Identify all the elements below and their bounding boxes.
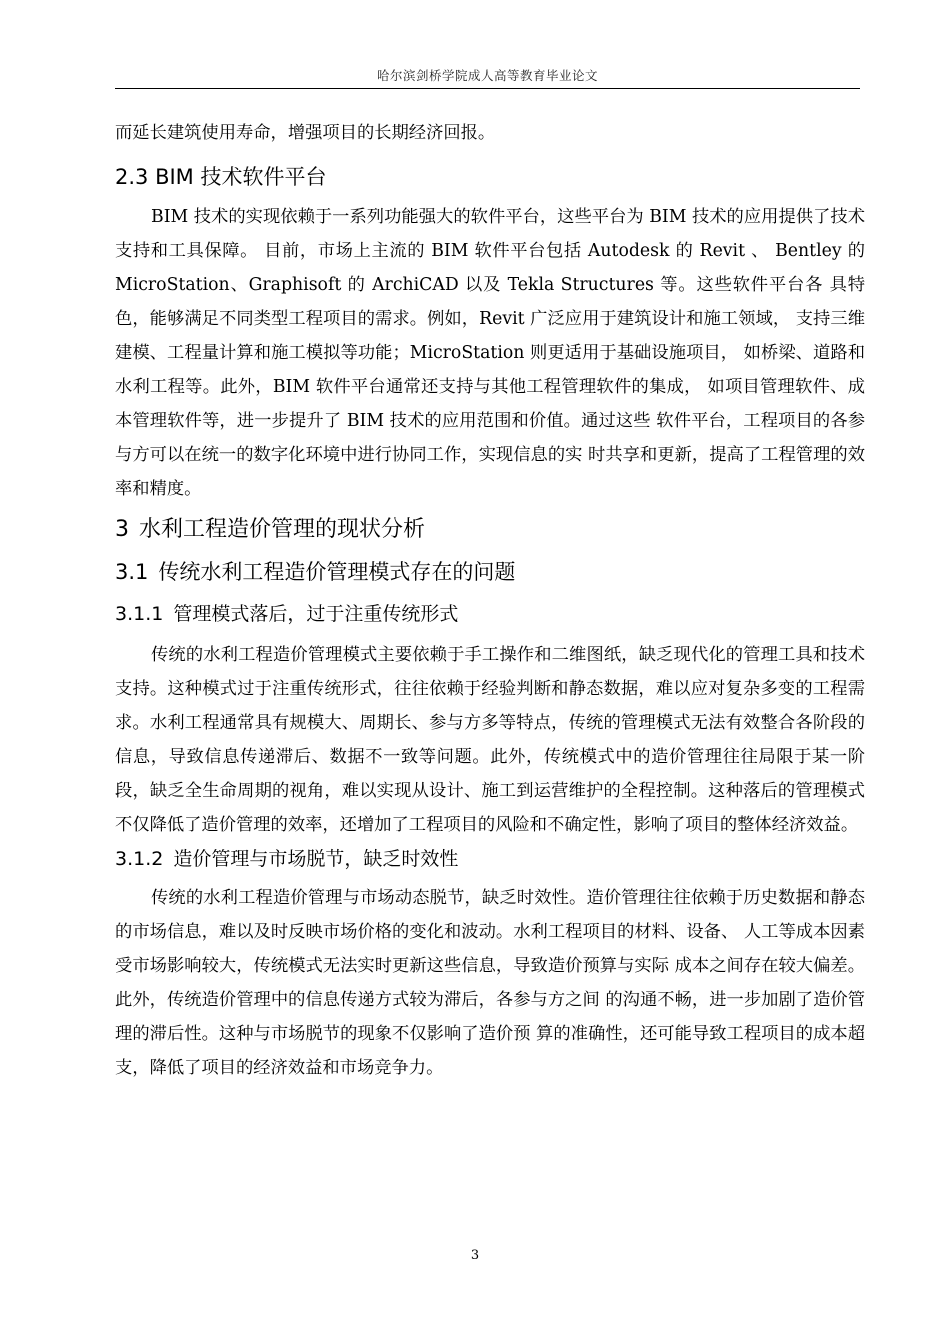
paragraph-bim-platforms: BIM 技术的实现依赖于一系列功能强大的软件平台，这些平台为 BIM 技术的应用提供了技术支持和工具保障。 目前，市场上主流的 BIM 软件平台包括 Autodesk 的 Revit 、 Bentley 的 MicroStation、Graphisoft 的 ArchiCAD 以及 Tekla Structures 等。这些软件平台各 具特色，能够满足不同类型工程项目的需求。例如，Revit 广泛应用于建筑设计和施工领域， 支持三维建模、工程量计算和施工模拟等功能；MicroStation 则更适用于基础设施项目， 如桥梁、道路和水利工程等。此外，BIM 软件平台通常还支持与其他工程管理软件的集成， 如项目管理软件、成本管理软件等，进一步提升了 BIM 技术的应用范围和价值。通过这些 软件平台，工程项目的各参与方可以在统一的数字化环境中进行协同工作，实现信息的实 时共享和更新，提高了工程管理的效率和精度。 — [115, 207, 865, 499]
page-number: 3 — [470, 1248, 480, 1263]
paragraph-market-timeliness: 传统的水利工程造价管理与市场动态脱节，缺乏时效性。造价管理往往依赖于历史数据和静态的市场信息，难以及时反映市场价格的变化和波动。水利工程项目的材料、设备、 人工等成本因素受市场影响较大，传统模式无法实时更新这些信息，导致造价预算与实际 成本之间存在较大偏差。此外，传统造价管理中的信息传递方式较为滞后，各参与方之间 的沟通不畅，进一步加剧了造价管理的滞后性。这种与市场脱节的现象不仅影响了造价预 算的准确性，还可能导致工程项目的成本超支，降低了项目的经济效益和市场竞争力。 — [115, 888, 865, 1078]
heading-number: 3.1.2 — [115, 848, 164, 870]
section-heading-3-1 — [115, 557, 865, 587]
heading-number: 3 — [115, 517, 129, 542]
paragraph-continuation: 而延长建筑使用寿命，增强项目的长期经济回报。 — [115, 123, 496, 143]
section-heading-2-3: 2.3 BIM 技术软件平台 — [115, 165, 327, 189]
heading-number: 3.1.1 — [115, 603, 164, 625]
heading-title: 水利工程造价管理的现状分析 — [139, 517, 426, 542]
chapter-heading-3 — [115, 515, 865, 545]
paragraph-management-mode: 传统的水利工程造价管理模式主要依赖于手工操作和二维图纸，缺乏现代化的管理工具和技术支持。这种模式过于注重传统形式，往往依赖于经验判断和静态数据，难以应对复杂多变的工程需求。水利工程通常具有规模大、周期长、参与方多等特点，传统的管理模式无法有效整合各阶段的信息，导致信息传递滞后、数据不一致等问题。此外，传统模式中的造价管理往往局限于某一阶段，缺乏全生命周期的视角，难以实现从设计、施工到运营维护的全程控制。这种落后的管理模式不仅降低了造价管理的效率，还增加了工程项目的风险和不确定性，影响了项目的整体经济效益。 — [115, 645, 865, 835]
heading-title: 管理模式落后，过于注重传统形式 — [173, 603, 459, 625]
heading-number: 3.1 — [115, 560, 149, 584]
header-divider — [115, 88, 860, 89]
section-heading-3-1-1 — [115, 600, 865, 628]
page-content — [115, 116, 865, 1085]
running-header: 哈尔滨剑桥学院成人高等教育毕业论文 — [376, 68, 598, 83]
section-heading-3-1-2 — [115, 845, 865, 873]
heading-title: 传统水利工程造价管理模式存在的问题 — [158, 560, 516, 584]
heading-title: 造价管理与市场脱节，缺乏时效性 — [173, 848, 459, 870]
